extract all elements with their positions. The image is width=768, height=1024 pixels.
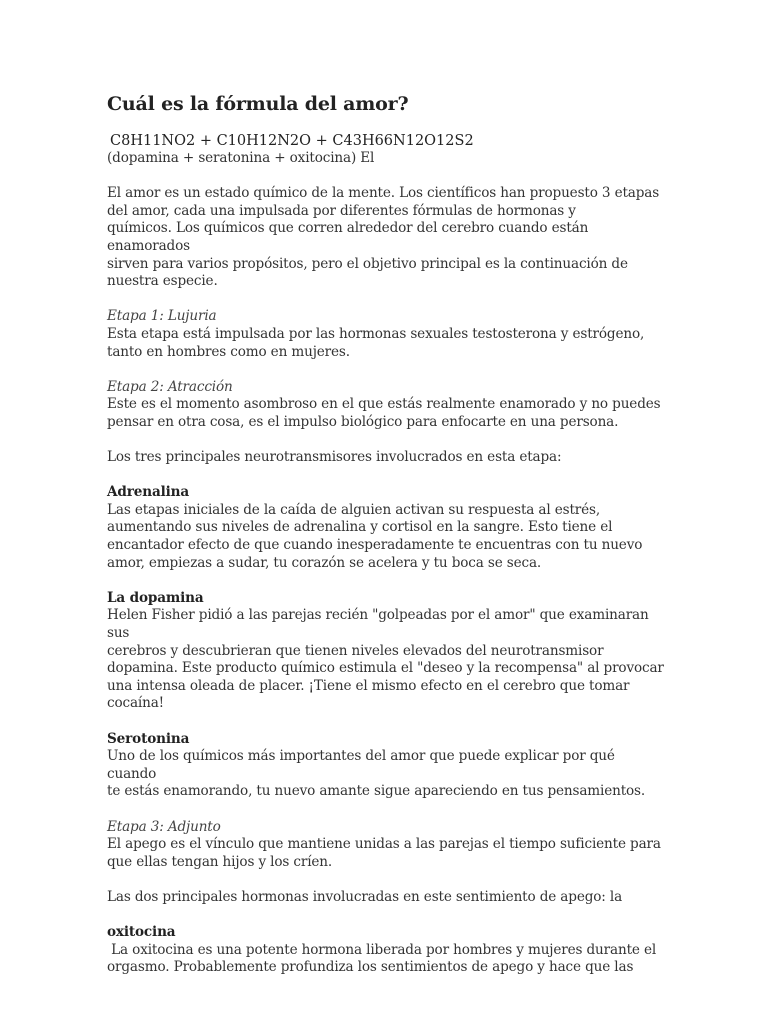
intro-line: sirven para varios propósitos, pero el objetivo principal es la continuación de bbox=[107, 255, 628, 272]
dopamina-line: una intensa oleada de placer. ¡Tiene el mismo efecto en el cerebro que tomar bbox=[107, 677, 630, 694]
page-title: Cuál es la fórmula del amor? bbox=[107, 93, 409, 115]
dopamina-line: dopamina. Este producto químico estimula el "deseo y la recompensa" al provocar bbox=[107, 660, 664, 677]
oxitocina-heading: oxitocina bbox=[107, 924, 176, 941]
document-page bbox=[107, 90, 667, 977]
intro-line: nuestra especie. bbox=[107, 273, 218, 290]
adrenalina-line: aumentando sus niveles de adrenalina y cortisol en la sangre. Esto tiene el bbox=[107, 519, 613, 536]
stage3-heading: Etapa 3: Adjunto bbox=[107, 818, 221, 835]
serotonina-line: Uno de los químicos más importantes del amor que puede explicar por qué cuando bbox=[107, 748, 615, 782]
serotonina-line: te estás enamorando, tu nuevo amante sigue apareciendo en tus pensamientos. bbox=[107, 783, 646, 800]
neurotransmitters-intro: Los tres principales neurotransmisores involucrados en esta etapa: bbox=[107, 449, 562, 466]
stage3-line: que ellas tengan hijos y los críen. bbox=[107, 853, 333, 870]
stage1-paragraph bbox=[107, 326, 667, 361]
oxitocina-line: La oxitocina es una potente hormona liberada por hombres y mujeres durante el bbox=[107, 941, 657, 958]
intro-line: del amor, cada una impulsada por diferentes fórmulas de hormonas y bbox=[107, 202, 576, 219]
stage2-line: pensar en otra cosa, es el impulso biológico para enfocarte en una persona. bbox=[107, 413, 619, 430]
dopamina-line: Helen Fisher pidió a las parejas recién "golpeadas por el amor" que examinaran sus bbox=[107, 607, 649, 642]
adrenalina-line: Las etapas iniciales de la caída de alguien activan su respuesta al estrés, bbox=[107, 501, 601, 518]
dopamina-line: cerebros y descubrieran que tienen niveles elevados del neurotransmisor bbox=[107, 642, 604, 659]
stage1-line: Esta etapa está impulsada por las hormonas sexuales testosterona y estrógeno, bbox=[107, 325, 645, 342]
chemical-formula: C8H11NO2 + C10H12N2O + C43H66N12O12S2 bbox=[110, 133, 474, 149]
intro-line: químicos. Los químicos que corren alrededor del cerebro cuando están enamorados bbox=[107, 220, 589, 254]
hormones-intro: Las dos principales hormonas involucradas en este sentimiento de apego: la bbox=[107, 888, 623, 905]
adrenalina-line: encantador efecto de que cuando inesperadamente te encuentras con tu nuevo bbox=[107, 537, 643, 554]
intro-line: El amor es un estado químico de la mente. Los científicos han propuesto 3 etapas bbox=[107, 185, 660, 202]
serotonina-heading: Serotonina bbox=[107, 730, 190, 747]
formula-caption: (dopamina + seratonina + oxitocina) El bbox=[107, 150, 375, 166]
adrenalina-heading: Adrenalina bbox=[107, 484, 190, 501]
stage1-line: tanto en hombres como en mujeres. bbox=[107, 343, 350, 360]
dopamina-heading: La dopamina bbox=[107, 589, 204, 606]
adrenalina-line: amor, empiezas a sudar, tu corazón se acelera y tu boca se seca. bbox=[107, 554, 542, 571]
stage2-paragraph bbox=[107, 396, 667, 431]
serotonina-paragraph bbox=[107, 748, 667, 801]
dopamina-paragraph bbox=[107, 607, 667, 713]
stage1-heading: Etapa 1: Lujuria bbox=[107, 308, 217, 325]
oxitocina-paragraph bbox=[107, 942, 667, 977]
dopamina-line: cocaína! bbox=[107, 695, 164, 712]
oxitocina-line: orgasmo. Probablemente profundiza los sentimientos de apego y hace que las bbox=[107, 959, 634, 976]
stage2-line: Este es el momento asombroso en el que estás realmente enamorado y no puedes bbox=[107, 396, 661, 413]
stage3-line: El apego es el vínculo que mantiene unidas a las parejas el tiempo suficiente para bbox=[107, 836, 661, 853]
adrenalina-paragraph bbox=[107, 502, 667, 572]
stage2-heading: Etapa 2: Atracción bbox=[107, 378, 233, 395]
intro-paragraph bbox=[107, 185, 667, 291]
stage3-paragraph bbox=[107, 836, 667, 871]
